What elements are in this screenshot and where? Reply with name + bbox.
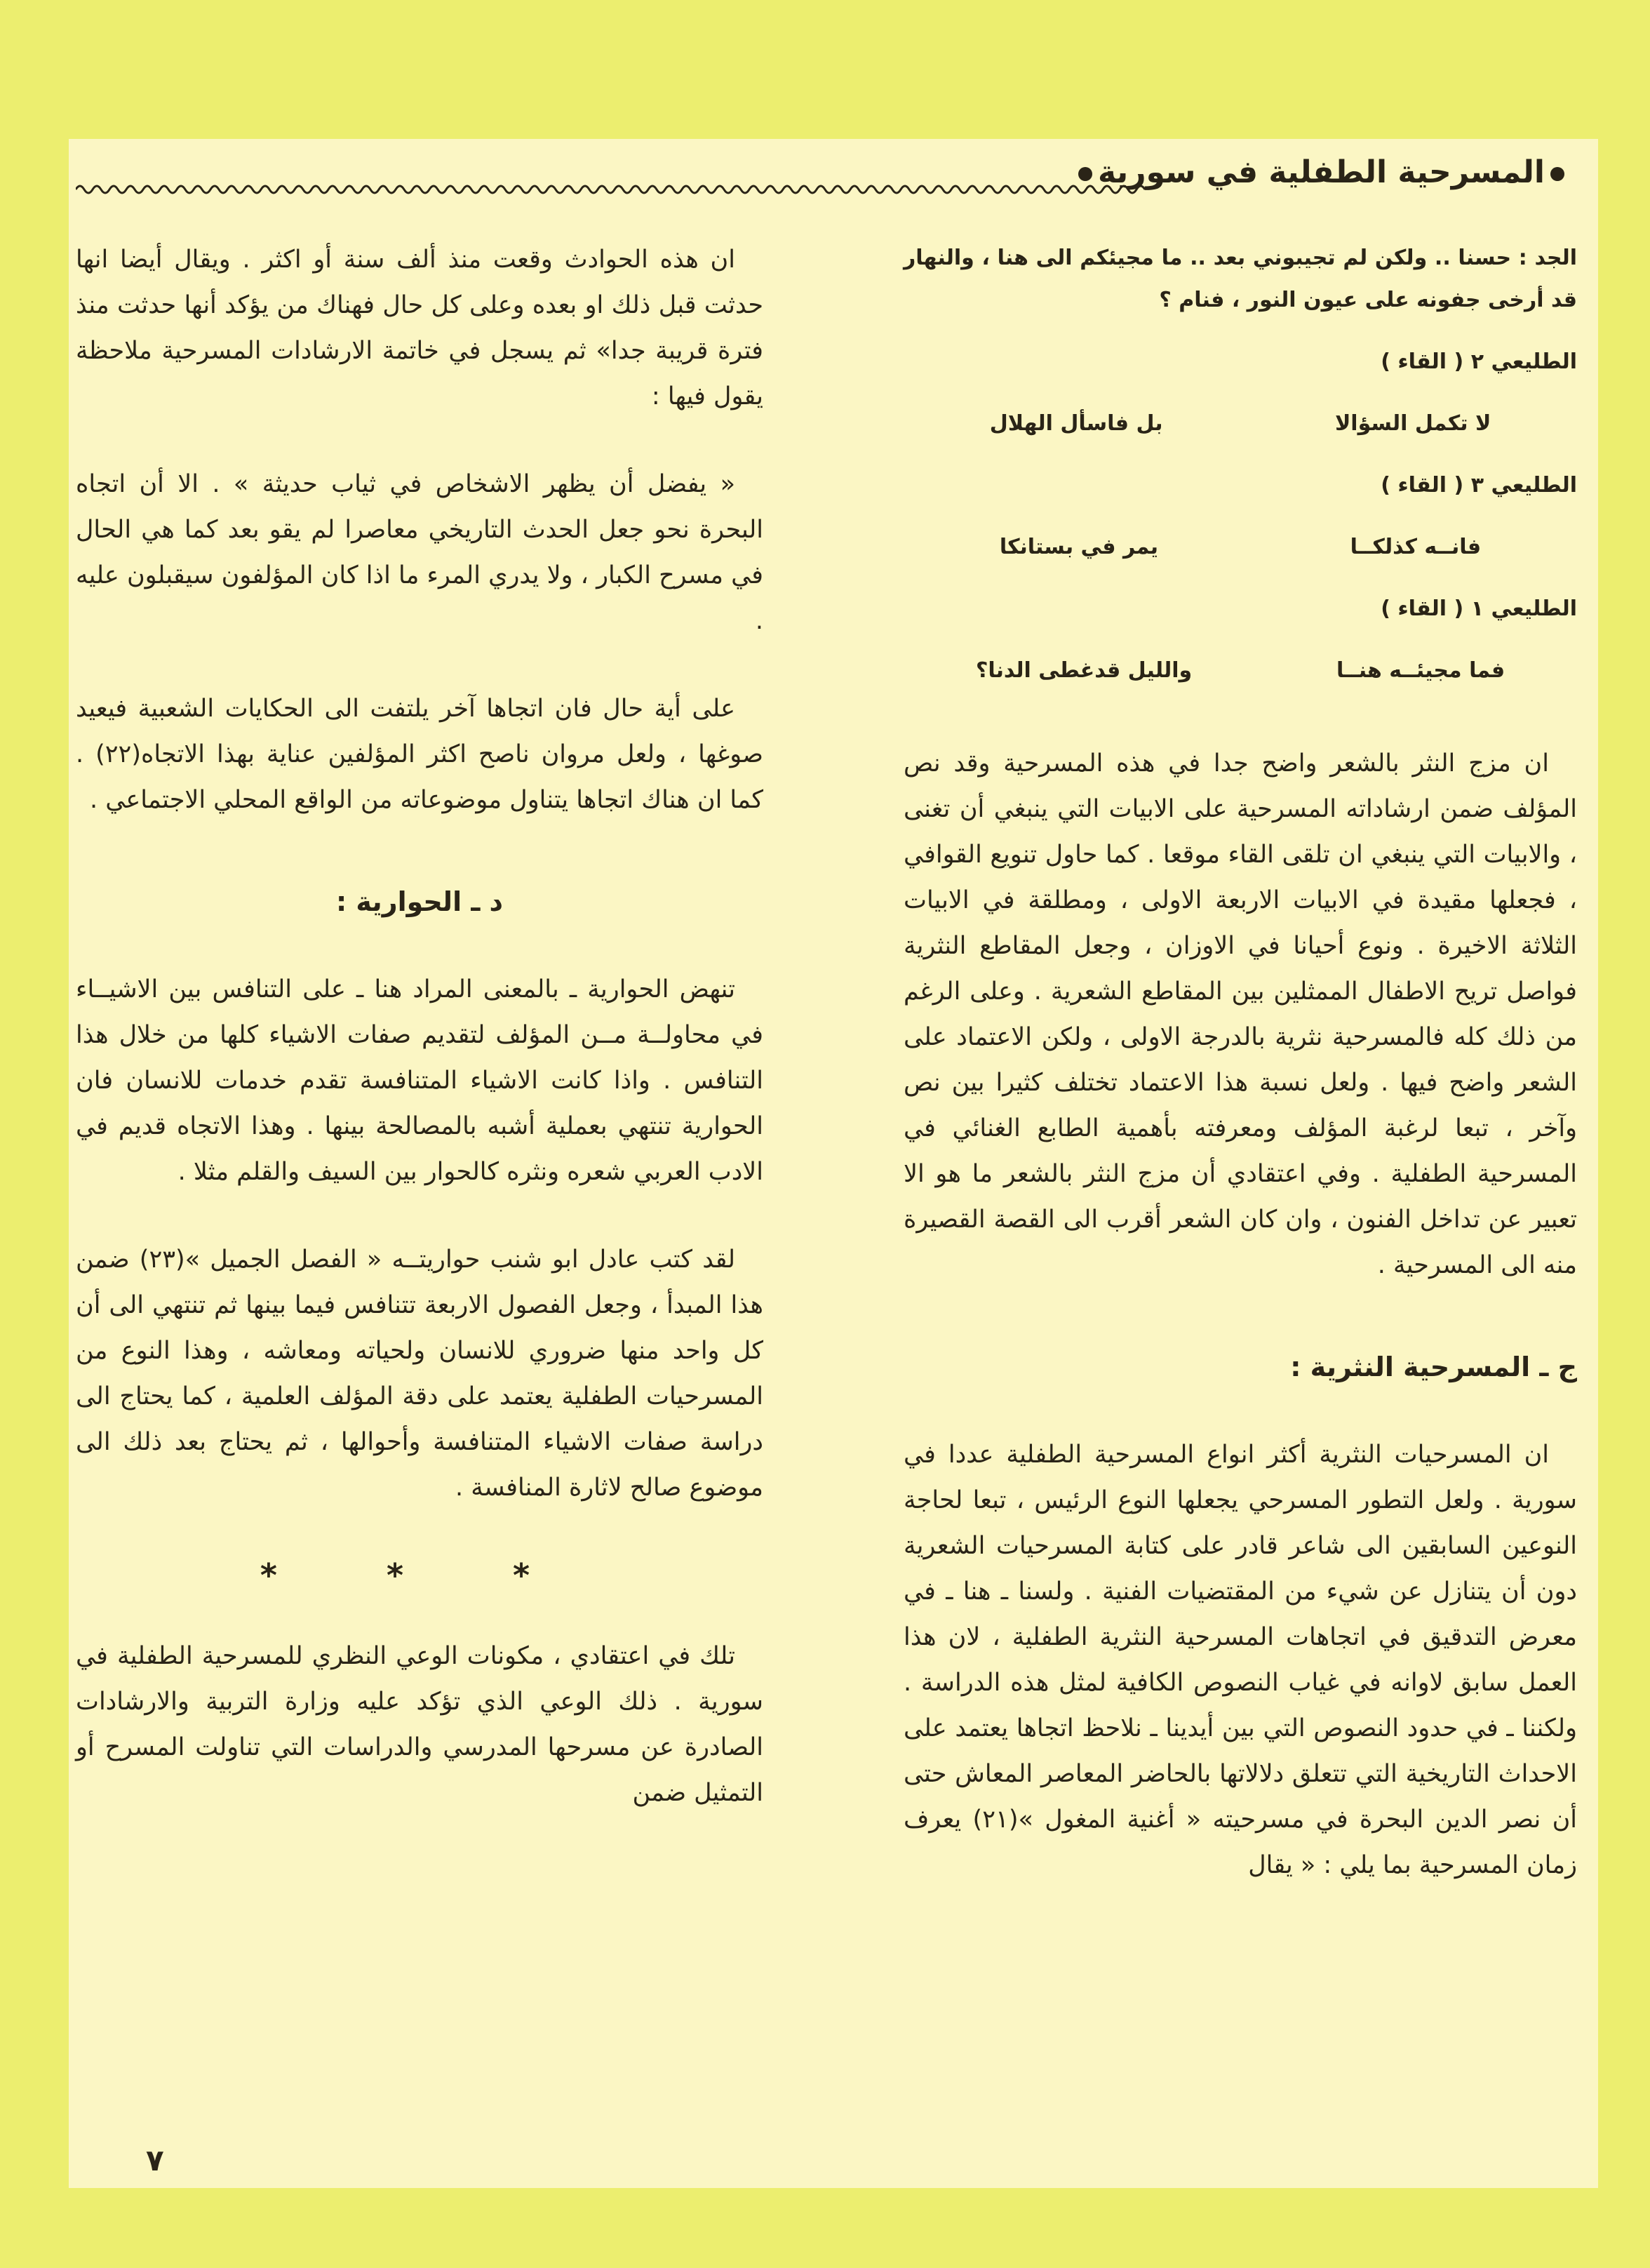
verse-hemistich: والليل قدغطى الدنا؟ <box>975 658 1193 683</box>
magazine-page <box>69 139 1598 2188</box>
body-paragraph: ان المسرحيات النثرية أكثر انواع المسرحية الطفلية عددا في سورية . ولعل التطور المسرحي يجعلها النوع الرئيس ، تبعا لحاجة النوعين السابقين الى شاعر قادر على كتابة المسرحيات الشعرية دون أن يتنازل عن شيء من المقتضيات الفنية . ولسنا ـ هنا ـ في معرض التدقيق في اتجاهات المسرحية النثرية الطفلية ، لان هذا العمل سابق لاوانه في غياب النصوص الكافية لمثل هذه الدراسة . ولكننا ـ في حدود النصوص التي بين أيدينا ـ نلاحظ اتجاها يعتمد على الاحداث التاريخية التي تتعلق دلالاتها بالحاضر المعاصر المعاش حتى أن نصر الدين البحرة في مسرحيته « أغنية المغول »(٢١) يعرف زمان المسرحية بما يلي : « يقال <box>904 1441 1578 1879</box>
dialog-line: الجد : حسنا .. ولكن لم تجيبوني بعد .. ما مجيئكم الى هنا ، والنهار قد أرخى جفونه على عيون النور ، فنام ؟ <box>904 246 1577 312</box>
bullet-icon <box>1550 167 1564 181</box>
speaker-cue: الطليعي ١ ( القاء ) <box>1381 596 1577 621</box>
body-paragraph: على أية حال فان اتجاها آخر يلتفت الى الحكايات الشعبية فيعيد صوغها ، ولعل مروان ناصح اكثر المؤلفين عناية بهذا الاتجاه(٢٢) . كما ان هناك اتجاها يتناول موضوعاته من الواقع المحلي الاجتماعي . <box>76 695 764 814</box>
verse-hemistich: فانــه كذلكــا <box>1350 535 1482 559</box>
body-paragraph: لقد كتب عادل ابو شنب حواريتــه « الفصل الجميل »(٢٣) ضمن هذا المبدأ ، وجعل الفصول الاربعة تتنافس فيما بينها ثم تنتهي الى أن كل واحد منها ضروري للانسان ولحياته ومعاشه ، وهذا النوع من المسرحيات الطفلية يعتمد على دقة المؤلف العلمية ، كما يحتاج الى دراسة صفات الاشياء المتنافسة وأحوالها ، ثم يحتاج بعد ذلك الى موضوع صالح لاثارة المنافسة . <box>76 1246 763 1502</box>
verse-hemistich: لا تكمل السؤالا <box>1334 411 1491 436</box>
verse-hemistich: يمر في بستانكا <box>999 535 1159 559</box>
section-divider-stars: * * * <box>260 1556 579 1594</box>
verse-line <box>904 526 1577 568</box>
quote-paragraph: « يفضل أن يظهر الاشخاص في ثياب حديثة » . الا أن اتجاه البحرة نحو جعل الحدث التاريخي معاصرا لم يقو بعد كما هي الحال في مسرح الكبار ، ولا يدري المرء ما اذا كان المؤلفون سيقبلون عليه . <box>76 470 763 635</box>
verse-line <box>904 650 1577 692</box>
verse-line <box>904 403 1577 445</box>
body-paragraph: ان مزج النثر بالشعر واضح جدا في هذه المسرحية وقد نص المؤلف ضمن ارشاداته المسرحية على الابيات التي ينبغي أن تغنى ، والابيات التي ينبغي ان تلقى القاء موقعا . كما حاول تنويع القوافي ، فجعلها مقيدة في الابيات الاربعة الاولى ، ومطلقة في الابيات الثلاثة الاخيرة . ونوع أحيانا في الاوزان ، وجعل المقاطع النثرية فواصل تريح الاطفال الممثلين بين المقاطع الشعرية . وعلى الرغم من ذلك كله فالمسرحية نثرية بالدرجة الاولى ، ولكن الاعتماد على الشعر واضح فيها . ولعل نسبة هذا الاعتماد تختلف كثيرا بين نص وآخر ، تبعا لرغبة المؤلف ومعرفته بأهمية الطابع الغنائي في المسرحية الطفلية . وفي اعتقادي أن مزج النثر بالشعر ما هو الا تعبير عن تداخل الفنون ، وان كان الشعر أقرب الى القصة القصيرة منه الى المسرحية . <box>904 749 1577 1279</box>
wavy-rule <box>76 182 1149 196</box>
verse-hemistich: فما مجيئــه هنــا <box>1336 658 1505 683</box>
right-column <box>904 237 1577 1930</box>
body-paragraph: تلك في اعتقادي ، مكونات الوعي النظري للمسرحية الطفلية في سورية . ذلك الوعي الذي تؤكد عليه وزارة التربية والارشادات الصادرة عن مسرحها المدرسي والدراسات التي تناولت المسرح أو التمثيل ضمن <box>76 1642 763 1807</box>
left-column <box>76 237 763 1858</box>
speaker-cue: الطليعي ٢ ( القاء ) <box>1381 349 1577 374</box>
running-header <box>69 154 1598 204</box>
body-paragraph: ان هذه الحوادث وقعت منذ ألف سنة أو اكثر . ويقال أيضا انها حدثت قبل ذلك او بعده وعلى كل حال فهناك من يؤكد أنها حدثت منذ فترة قريبة جدا» ثم يسجل في خاتمة الارشادات المسرحية ملاحظة يقول فيها : <box>76 246 763 411</box>
play-dialog <box>904 237 1577 692</box>
header-title: المسرحية الطفلية في سورية <box>1097 154 1545 190</box>
speaker-cue: الطليعي ٣ ( القاء ) <box>1381 473 1577 498</box>
verse-hemistich: بل فاسأل الهلال <box>989 411 1163 436</box>
body-paragraph: تنهض الحوارية ـ بالمعنى المراد هنا ـ على التنافس بين الاشيــاء في محاولــة مــن المؤلف لتقديم صفات الاشياء كلها من خلال هذا التنافس . واذا كانت الاشياء المتنافسة تقدم خدمات للانسان فان الحوارية تنتهي بعملية أشبه بالمصالحة بينها . وهذا الاتجاه قديم في الادب العربي شعره ونثره كالحوار بين السيف والقلم مثلا . <box>76 975 763 1186</box>
bullet-icon <box>1078 167 1092 181</box>
section-heading: د ـ الحوارية : <box>335 886 504 917</box>
section-heading: ج ـ المسرحية النثرية : <box>1290 1352 1577 1382</box>
page-number: ٧ <box>146 2143 164 2177</box>
